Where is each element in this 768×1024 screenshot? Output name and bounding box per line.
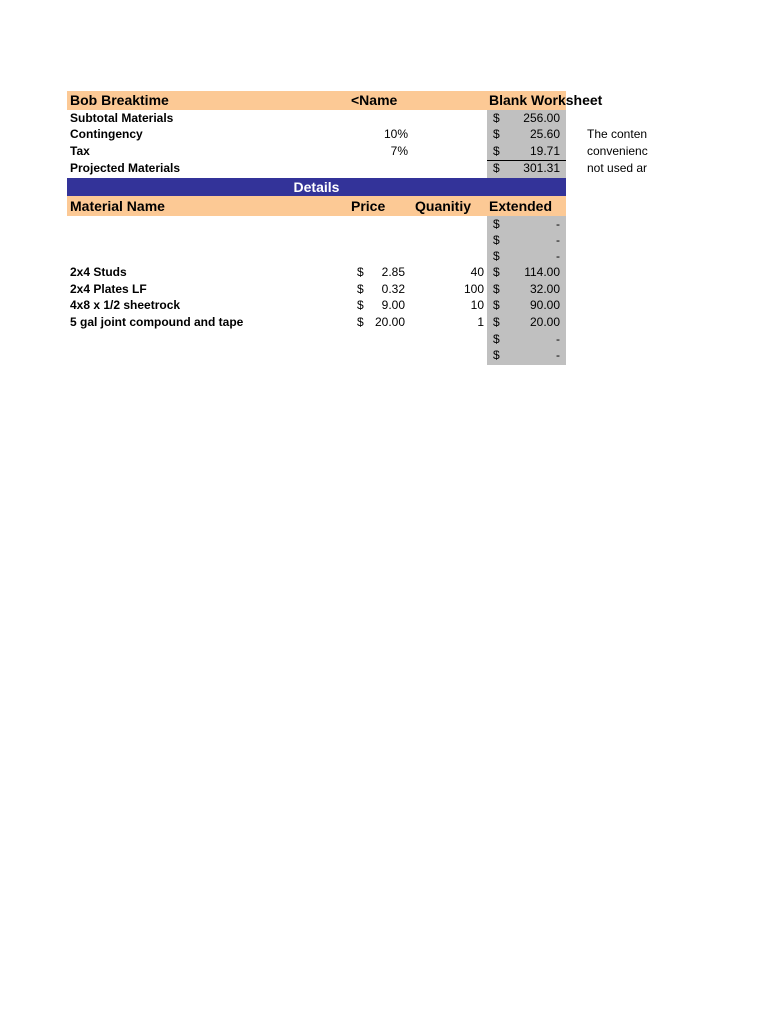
column-header-material-name: Material Name: [70, 198, 165, 214]
extended-value[interactable]: -: [556, 348, 560, 362]
price-currency: $: [357, 298, 364, 312]
extended-value[interactable]: -: [556, 332, 560, 346]
detail-row: [67, 281, 566, 298]
summary-currency-tax: $: [493, 144, 500, 158]
detail-row: [67, 232, 566, 248]
column-header-extended: Extended: [489, 198, 553, 214]
summary-label-subtotal: Subtotal Materials: [70, 111, 174, 125]
summary-currency-subtotal: $: [493, 111, 500, 125]
summary-label-tax: Tax: [70, 144, 90, 158]
detail-row: [67, 264, 566, 281]
detail-row: [67, 331, 566, 348]
summary-currency-contingency: $: [493, 127, 500, 141]
extended-currency: $: [493, 233, 500, 247]
extended-currency: $: [493, 265, 500, 279]
column-header-price: Price: [351, 198, 386, 214]
summary-rate-tax[interactable]: 7%: [390, 144, 408, 158]
worksheet-title[interactable]: Blank Worksheet: [489, 92, 603, 108]
quantity-value[interactable]: 10: [470, 298, 484, 312]
price-value[interactable]: 20.00: [374, 315, 405, 329]
detail-row: [67, 216, 566, 232]
note-line: not used ar: [587, 161, 648, 175]
material-name[interactable]: 5 gal joint compound and tape: [70, 315, 244, 329]
material-name[interactable]: 4x8 x 1/2 sheetrock: [70, 298, 181, 312]
extended-currency: $: [493, 315, 500, 329]
summary-amount-projected[interactable]: 301.31: [523, 161, 560, 175]
price-currency: $: [357, 282, 364, 296]
quantity-value[interactable]: 100: [463, 282, 484, 296]
extended-value[interactable]: -: [556, 217, 560, 231]
summary-label-contingency: Contingency: [70, 127, 143, 141]
detail-row: [67, 248, 566, 264]
note-line: The conten: [587, 127, 648, 141]
name-placeholder[interactable]: <Name: [351, 92, 398, 108]
summary-currency-projected: $: [493, 161, 500, 175]
extended-currency: $: [493, 282, 500, 296]
detail-row: [67, 297, 566, 314]
material-name[interactable]: 2x4 Plates LF: [70, 282, 147, 296]
quantity-value[interactable]: 1: [477, 315, 484, 329]
project-name[interactable]: Bob Breaktime: [70, 92, 169, 108]
extended-currency: $: [493, 298, 500, 312]
price-currency: $: [357, 315, 364, 329]
material-name[interactable]: 2x4 Studs: [70, 265, 127, 279]
details-title: Details: [293, 179, 340, 195]
summary-amount-contingency[interactable]: 25.60: [529, 127, 560, 141]
extended-value[interactable]: 20.00: [529, 315, 560, 329]
extended-currency: $: [493, 217, 500, 231]
extended-currency: $: [493, 249, 500, 263]
price-currency: $: [357, 265, 364, 279]
summary-rate-contingency[interactable]: 10%: [383, 127, 408, 141]
price-value[interactable]: 0.32: [381, 282, 405, 296]
summary-amount-subtotal[interactable]: 256.00: [523, 111, 560, 125]
note-line: convenienc: [587, 144, 648, 158]
extended-value[interactable]: 114.00: [524, 265, 560, 279]
detail-row: [67, 347, 566, 364]
summary-amount-tax[interactable]: 19.71: [529, 144, 560, 158]
quantity-value[interactable]: 40: [470, 265, 484, 279]
extended-value[interactable]: 90.00: [529, 298, 560, 312]
extended-value[interactable]: 32.00: [529, 282, 560, 296]
detail-row: [67, 314, 566, 331]
price-value[interactable]: 9.00: [381, 298, 405, 312]
extended-currency: $: [493, 348, 500, 362]
price-value[interactable]: 2.85: [381, 265, 405, 279]
extended-currency: $: [493, 332, 500, 346]
extended-value[interactable]: -: [556, 233, 560, 247]
extended-value[interactable]: -: [556, 249, 560, 263]
column-header-quantity: Quanitiy: [415, 198, 472, 214]
summary-label-projected: Projected Materials: [70, 161, 181, 175]
